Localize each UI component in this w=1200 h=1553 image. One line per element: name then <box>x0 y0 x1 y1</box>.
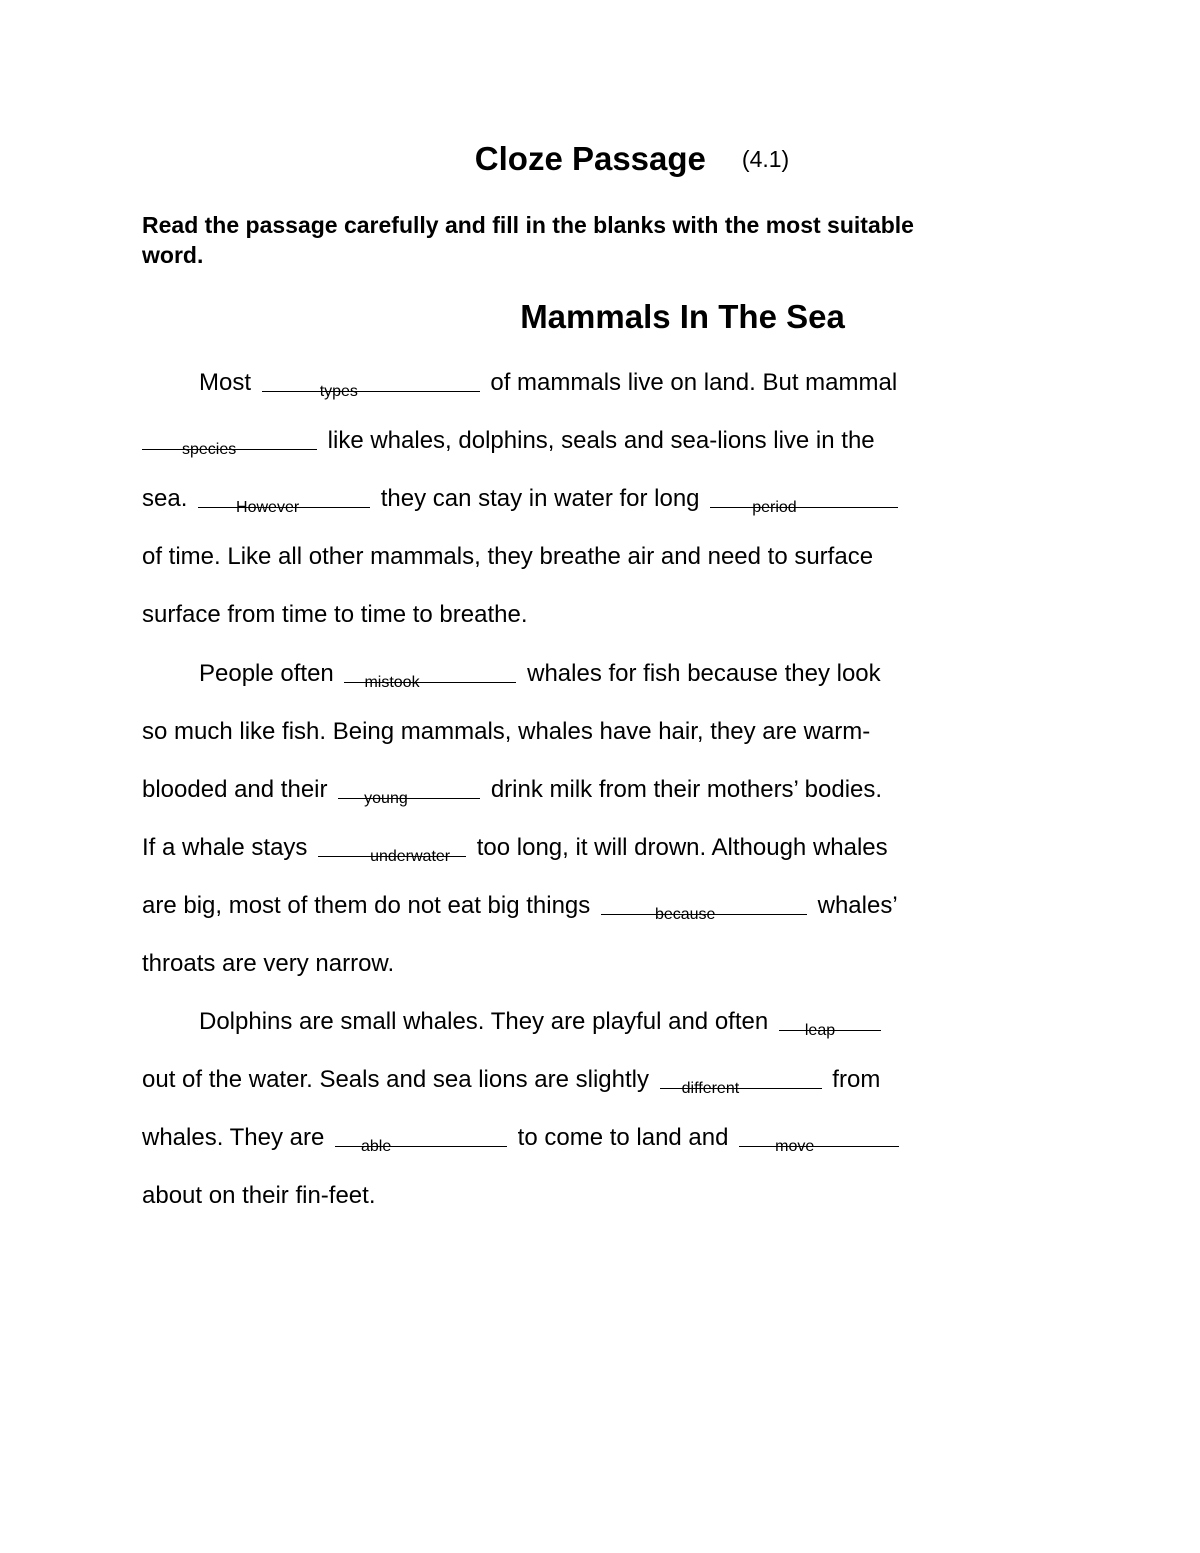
passage-line <box>199 659 881 689</box>
answer-text: mistook <box>364 674 420 691</box>
passage-text: surface from time to time to breathe. <box>142 601 528 628</box>
passage-text: too long, it will drown. Although whales <box>470 834 888 861</box>
passage-text: Dolphins are small whales. They are playful and often <box>199 1008 775 1035</box>
passage-line <box>142 600 528 630</box>
passage-text: from <box>825 1066 881 1093</box>
passage-text: so much like fish. Being mammals, whales have hair, they are warm- <box>142 718 871 745</box>
passage-line <box>142 1181 375 1211</box>
passage-text: of time. Like all other mammals, they breathe air and need to surface <box>142 543 874 570</box>
passage-text: are big, most of them do not eat big things <box>142 892 597 919</box>
passage-text: whales’ <box>810 892 898 919</box>
passage-text: sea. <box>142 485 195 512</box>
passage-text: like whales, dolphins, seals and sea-lions live in the <box>321 427 875 454</box>
passage-line <box>142 1065 880 1095</box>
answer-blank[interactable] <box>335 1124 507 1155</box>
page-header <box>0 140 1200 178</box>
passage-text: they can stay in water for long <box>374 485 707 512</box>
answer-text: underwater <box>370 848 451 865</box>
answer-blank[interactable] <box>142 427 317 458</box>
passage-text: of mammals live on land. But mammal <box>483 369 898 396</box>
answer-blank[interactable] <box>601 892 807 923</box>
passage-line <box>142 775 882 805</box>
answer-text: able <box>361 1138 392 1155</box>
answer-text: leap <box>804 1022 836 1039</box>
passage-text: whales for fish because they look <box>520 660 881 687</box>
passage-line <box>142 833 888 863</box>
answer-blank[interactable] <box>739 1124 899 1155</box>
passage-text: to come to land and <box>511 1124 736 1151</box>
answer-blank[interactable] <box>262 369 480 400</box>
passage-text: whales. They are <box>142 1124 331 1151</box>
answer-text: period <box>752 499 797 516</box>
passage-line <box>142 949 394 979</box>
answer-text: However <box>236 499 300 516</box>
lesson-code: (4.1) <box>741 146 790 172</box>
answer-blank[interactable] <box>710 485 898 516</box>
answer-blank[interactable] <box>344 660 516 691</box>
answer-text: young <box>364 790 408 807</box>
passage-line <box>199 1007 885 1037</box>
passage-text: Most <box>199 369 258 396</box>
passage-text: about on their fin-feet. <box>142 1182 376 1209</box>
passage-line <box>142 717 870 747</box>
answer-blank[interactable] <box>779 1008 881 1039</box>
answer-text: move <box>775 1138 815 1155</box>
passage-line <box>142 891 898 921</box>
passage-text: drink milk from their mothers’ bodies. <box>484 776 883 803</box>
passage-text: throats are very narrow. <box>142 950 395 977</box>
answer-text: species <box>182 441 237 458</box>
passage-line <box>142 542 873 572</box>
answer-blank[interactable] <box>198 485 370 516</box>
page-title: Cloze Passage <box>474 140 706 177</box>
passage-text: If a whale stays <box>142 834 315 861</box>
answer-blank[interactable] <box>318 834 466 865</box>
passage-line <box>142 1123 903 1153</box>
passage-line <box>142 426 875 456</box>
passage-text: out of the water. Seals and sea lions are slightly <box>142 1066 656 1093</box>
passage-line <box>142 484 902 514</box>
answer-text: types <box>319 383 358 400</box>
answer-text: different <box>681 1080 740 1097</box>
passage-text: blooded and their <box>142 776 335 803</box>
answer-text: because <box>654 906 716 923</box>
passage-text: People often <box>199 660 341 687</box>
passage-title: Mammals In The Sea <box>520 298 845 335</box>
answer-blank[interactable] <box>338 776 480 807</box>
answer-blank[interactable] <box>660 1066 822 1097</box>
instructions: Read the passage carefully and fill in the blanks with the most suitable word. <box>142 212 914 268</box>
passage-line <box>199 368 897 398</box>
